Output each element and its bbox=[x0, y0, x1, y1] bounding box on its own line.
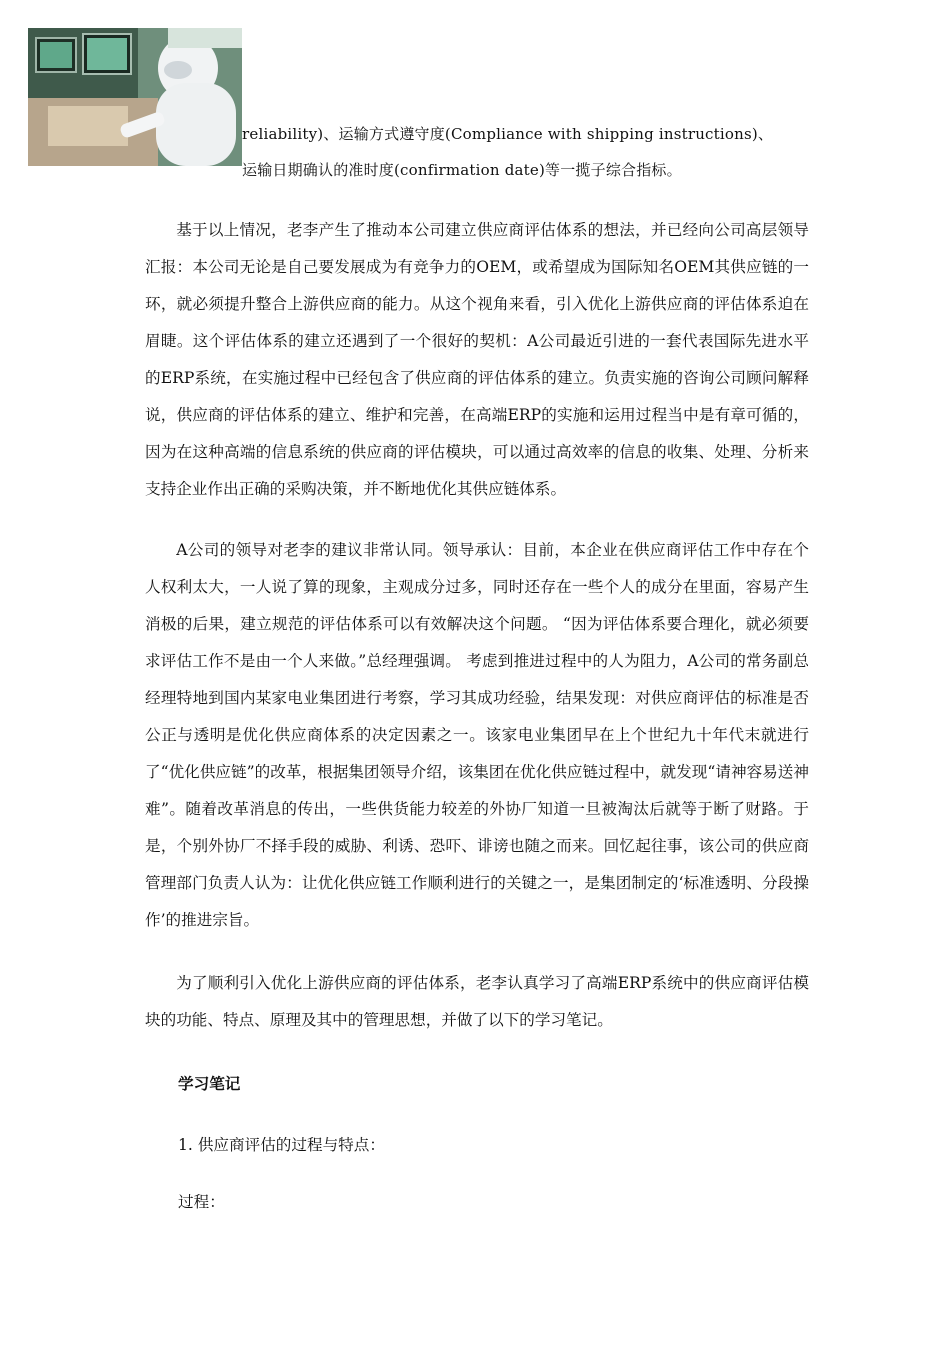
paragraph-proposal: 基于以上情况，老李产生了推动本公司建立供应商评估体系的想法，并已经向公司高层领导汇报：本公司无论是自己要发展成为有竞争力的OEM，或希望成为国际知名OEM其供应链的一环，就必须提升整合上游供应商的能力。从这个视角来看，引入优化上游供应商的评估体系迫在眉睫。这个评估体系的建立还遇到了一个很好的契机：A公司最近引进的一套代表国际先进水平的ERP系统，在实施过程中已经包含了供应商的评估体系的建立。负责实施的咨询公司顾问解释说，供应商的评估体系的建立、维护和完善，在高端ERP的实施和运用过程当中是有章可循的，因为在这种高端的信息系统的供应商的评估模块，可以通过高效率的信息的收集、处理、分析来支持企业作出正确的采购决策，并不断地优化其供应链体系。 bbox=[145, 221, 809, 498]
notes-heading: 学习笔记 bbox=[178, 1074, 241, 1093]
paragraph-study: 为了顺利引入优化上游供应商的评估体系，老李认真学习了高端ERP系统中的供应商评估模块的功能、特点、原理及其中的管理思想，并做了以下的学习笔记。 bbox=[145, 974, 809, 1029]
intro-line-2: 运输日期确认的准时度(confirmation date)等一揽子综合指标。 bbox=[242, 161, 682, 179]
notes-item-1: 1. 供应商评估的过程与特点： bbox=[178, 1136, 385, 1154]
paragraph-leadership: A公司的领导对老李的建议非常认同。领导承认：目前，本企业在供应商评估工作中存在个人权利太大，一人说了算的现象，主观成分过多，同时还存在一些个人的成分在里面，容易产生消极的后果，建立规范的评估体系可以有效解决这个问题。 “因为评估体系要合理化，就必须要求评估工作不是由一个人来做。”总经理强调。 考虑到推进过程中的人为阻力，A公司的常务副总经理特地到国内某家电业集团进行考察，学习其成功经验，结果发现：对供应商评估的标准是否公正与透明是优化供应商体系的决定因素之一。该家电业集团早在上个世纪九十年代末就进行了“优化供应链”的改革，根据集团领导介绍，该集团在优化供应链过程中，就发现“请神容易送神难”。随着改革消息的传出，一些供货能力较差的外协厂知道一旦被淘汰后就等于断了财路。于是，个别外协厂不择手段的威胁、利诱、恐吓、诽谤也随之而来。回忆起往事，该公司的供应商管理部门负责人认为：让优化供应链工作顺利进行的关键之一，是集团制定的‘标准透明、分段操作’的推进宗旨。 bbox=[145, 541, 809, 929]
intro-line-1: reliability)、运输方式遵守度(Compliance with shipping instructions)、 bbox=[242, 125, 774, 143]
photo-illustration bbox=[28, 28, 242, 166]
notes-item-2: 过程： bbox=[178, 1193, 225, 1211]
lab-technician-photo bbox=[28, 28, 242, 166]
